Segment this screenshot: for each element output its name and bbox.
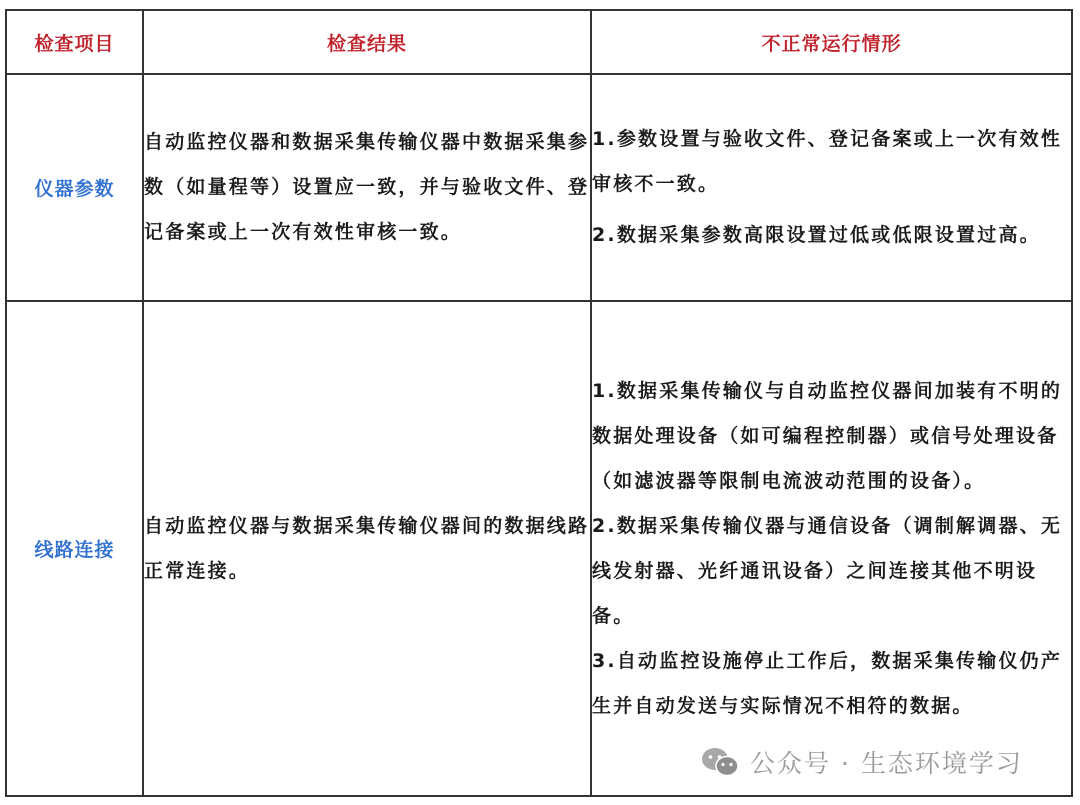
abnormal-cell: [591, 74, 1072, 301]
item-cell: 仪器参数: [6, 74, 143, 301]
abnormal-item: 3.自动监控设施停止工作后，数据采集传输仪仍产生并自动发送与实际情况不相符的数据。: [592, 649, 1063, 717]
abnormal-cell: [591, 301, 1072, 796]
inspection-table-container: [5, 9, 1071, 797]
table-row: [6, 301, 1072, 796]
result-cell: 自动监控仪器与数据采集传输仪器间的数据线路正常连接。: [143, 301, 591, 796]
header-abnormal-situation: 不正常运行情形: [591, 10, 1072, 74]
abnormal-item: 2.数据采集传输仪器与通信设备（调制解调器、无线发射器、光纤通讯设备）之间连接其他不明设备。: [592, 514, 1063, 627]
inspection-table: [5, 9, 1073, 797]
header-inspection-result: 检查结果: [143, 10, 591, 74]
abnormal-item: 1.数据采集传输仪与自动监控仪器间加装有不明的数据处理设备（如可编程控制器）或信号处理设备（如滤波器等限制电流波动范围的设备）。: [592, 379, 1063, 492]
item-cell: 线路连接: [6, 301, 143, 796]
table-row: [6, 74, 1072, 301]
abnormal-item: 1.参数设置与验收文件、登记备案或上一次有效性审核不一致。: [592, 128, 1063, 195]
watermark-text: 公众号 · 生态环境学习: [750, 749, 1023, 778]
watermark: [700, 742, 1023, 782]
abnormal-item: 2.数据采集参数高限设置过低或低限设置过高。: [592, 224, 1041, 246]
header-inspection-item: 检查项目: [6, 10, 143, 74]
result-cell: 自动监控仪器和数据采集传输仪器中数据采集参数（如量程等）设置应一致，并与验收文件、登记备案或上一次有效性审核一致。: [143, 74, 591, 301]
table-header-row: [6, 10, 1072, 74]
wechat-icon: [700, 746, 740, 778]
